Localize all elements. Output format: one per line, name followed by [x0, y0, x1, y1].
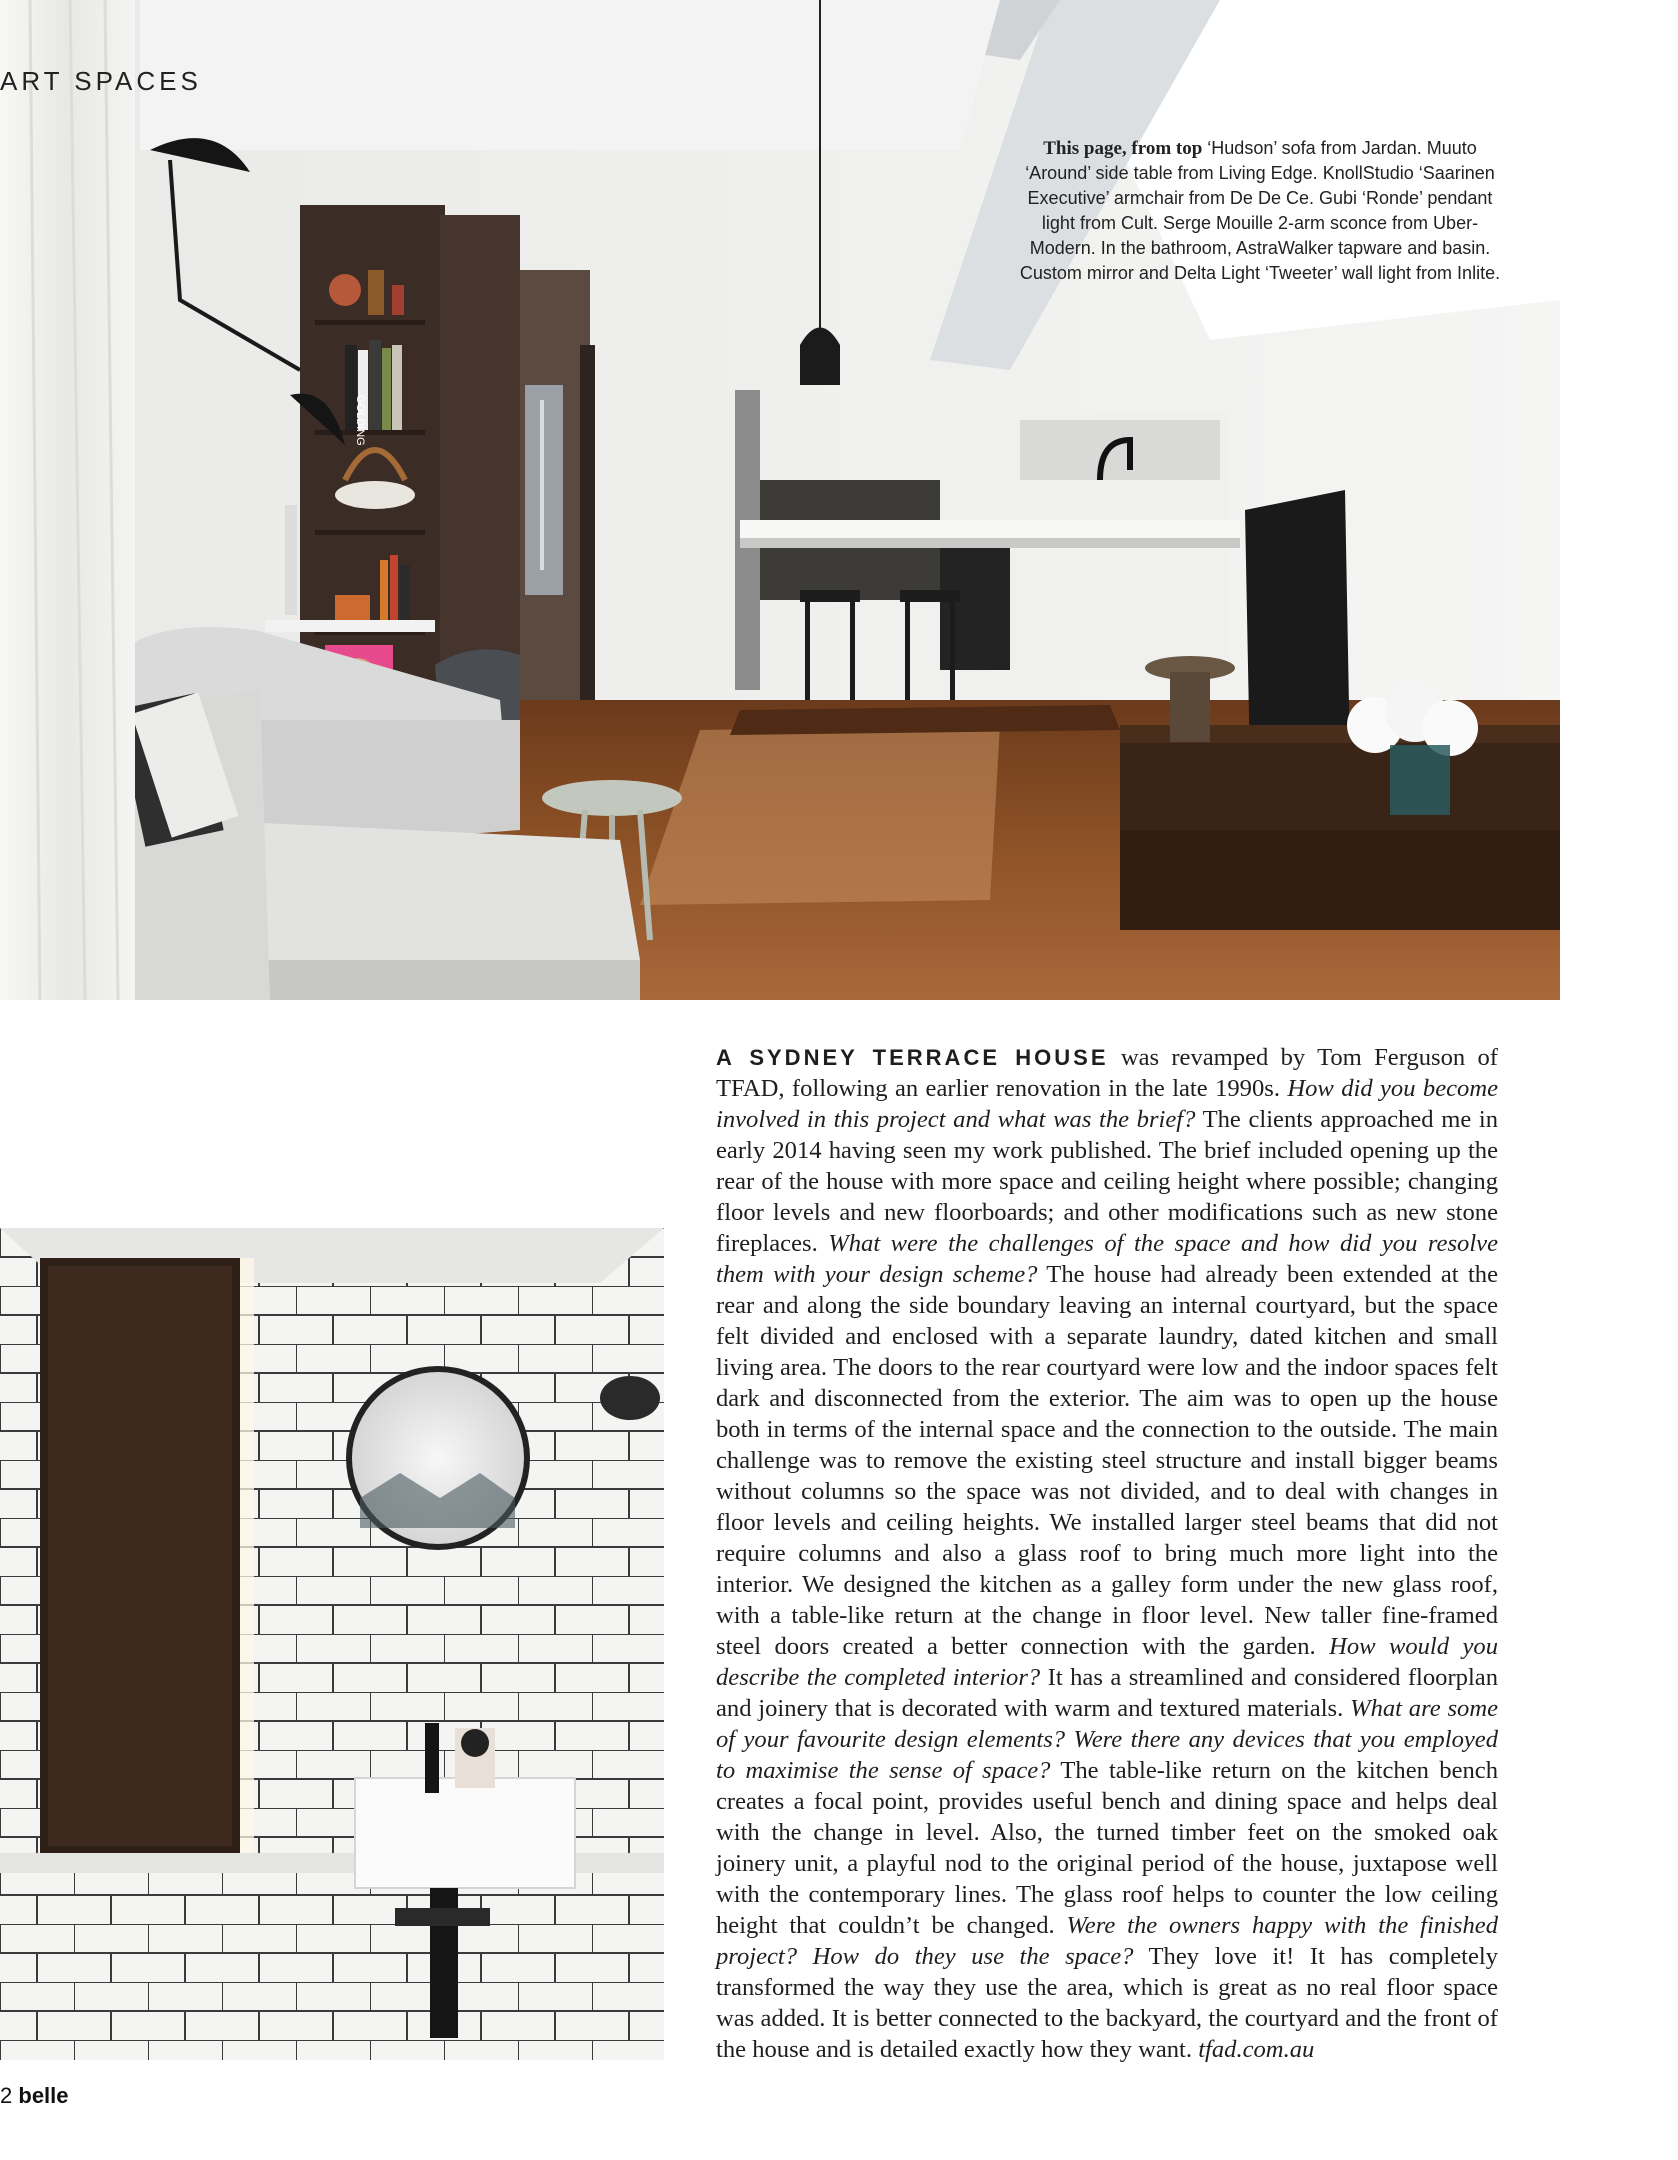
interview-question: How would you describe the completed interior? — [716, 1633, 1498, 1691]
magazine-brand: belle — [18, 2083, 69, 2108]
caption-body: ‘Hudson’ sofa from Jardan. Muuto ‘Around’ side table from Living Edge. KnollStudio ‘Saarinen Executive’ armchair from De De Ce. Gubi ‘Ronde’ pendant light from Cult. Serge Mouille 2-arm sconce from Uber-Modern. In the bathroom, AstraWalker tapware and basin. Custom mirror and Delta Light ‘Tweeter’ wall light from Inlite. — [1019, 138, 1501, 283]
photo-caption — [1015, 136, 1505, 286]
caption-lead: This page, from top — [1043, 138, 1203, 159]
interview-answer: It has a streamlined and considered floorplan and joinery that is decorated with warm and textured materials. — [716, 1664, 1498, 1722]
book-spine-text: GOLDING — [354, 395, 366, 446]
bathroom-illustration — [0, 1228, 664, 2060]
page-number: 2 — [0, 2083, 13, 2108]
article-text-p1: was revamped by Tom Ferguson of TFAD, following an earlier renovation in the late 1990s. — [716, 1044, 1498, 1102]
interview-question: How did you become involved in this project and what was the brief? — [716, 1075, 1498, 1133]
interview-question: What were the challenges of the space and how did you resolve them with your design scheme? — [716, 1230, 1499, 1288]
interview-answer: The clients approached me in early 2014 having seen my work published. The brief included opening up the rear of the house with more space and ceiling height where possible; changing floor levels and new floorboards; and other modifications such as new stone fireplaces. — [716, 1106, 1498, 1257]
section-label: ART SPACES — [0, 66, 202, 96]
interview-question: Were the owners happy with the finished project? How do they use the space? — [716, 1912, 1499, 1970]
living-room-photo — [0, 0, 1560, 1000]
interview-answer: The table-like return on the kitchen bench creates a focal point, provides useful bench and dining space and helps deal with the change in level. Also, the turned timber feet on the smoked oak joinery unit, a playful nod to the original period of the house, juxtapose well with the contemporary lines. The glass roof helps to counter the low ceiling height that couldn’t be changed. — [716, 1757, 1498, 1939]
folio — [0, 2083, 69, 2109]
website-url[interactable]: tfad.com.au — [1198, 2036, 1315, 2063]
interview-answer: They love it! It has completely transformed the way they use the area, which is great as no real floor space was added. It is better connected to the backyard, the courtyard and the front of the house and is detailed exactly how they want. — [716, 1943, 1498, 2063]
interview-answer: The house had already been extended at the rear and along the side boundary leaving an internal courtyard, but the space felt divided and enclosed with a separate laundry, dated kitchen and small living area. The doors to the rear courtyard were low and the indoor spaces felt dark and disconnected from the exterior. The aim was to open up the house both in terms of the internal space and the connection to the outside. The main challenge was to remove the existing steel structure and install bigger beams without columns so the space was not divided, and to deal with changes in floor levels and ceiling heights. We installed larger steel beams that did not require columns and also a glass roof to bring much more light into the interior. We designed the kitchen as a galley form under the new glass roof, with a table-like return at the change in floor level. New taller fine-framed steel doors created a better connection with the garden. — [716, 1261, 1499, 1660]
interview-question: What are some of your favourite design elements? Were there any devices that you employed to maximise the sense of space? — [716, 1695, 1498, 1784]
article-body — [716, 1042, 1498, 2065]
article-lead: A SYDNEY TERRACE HOUSE — [716, 1045, 1109, 1070]
bathroom-photo — [0, 1228, 664, 2060]
